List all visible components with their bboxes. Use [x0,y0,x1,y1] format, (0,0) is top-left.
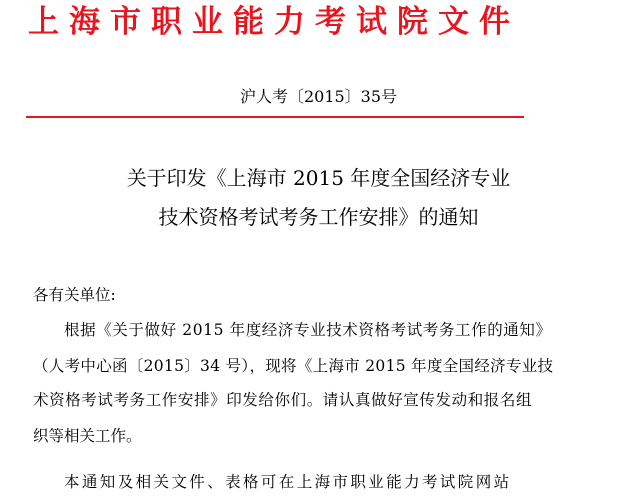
red-divider-line [26,116,524,118]
paragraph-1-line-1: 根据《关于做好 2015 年度经济专业技术资格考试考务工作的通知》 [64,321,552,339]
paragraph-1-line-2: （人考中心函〔2015〕34 号），现将《上海市 2015 年度全国经济专业技 [33,357,554,375]
document-number: 沪人考〔2015〕35号 [239,87,398,106]
salutation: 各有关单位: [33,286,116,304]
paragraph-1-line-4: 织等相关工作。 [33,427,142,445]
issuer-header: 上海市职业能力考试院文件 [28,4,520,40]
document-title-line-1: 关于印发《上海市 2015 年度全国经济专业 [126,166,511,190]
document-title-line-2: 技术资格考试考务工作安排》的通知 [158,205,479,229]
paragraph-1-line-3: 术资格考试考务工作安排》印发给你们。请认真做好宣传发动和报名组 [33,391,533,409]
paragraph-2-line-1: 本通知及相关文件、表格可在上海市职业能力考试院网站 [64,473,512,491]
